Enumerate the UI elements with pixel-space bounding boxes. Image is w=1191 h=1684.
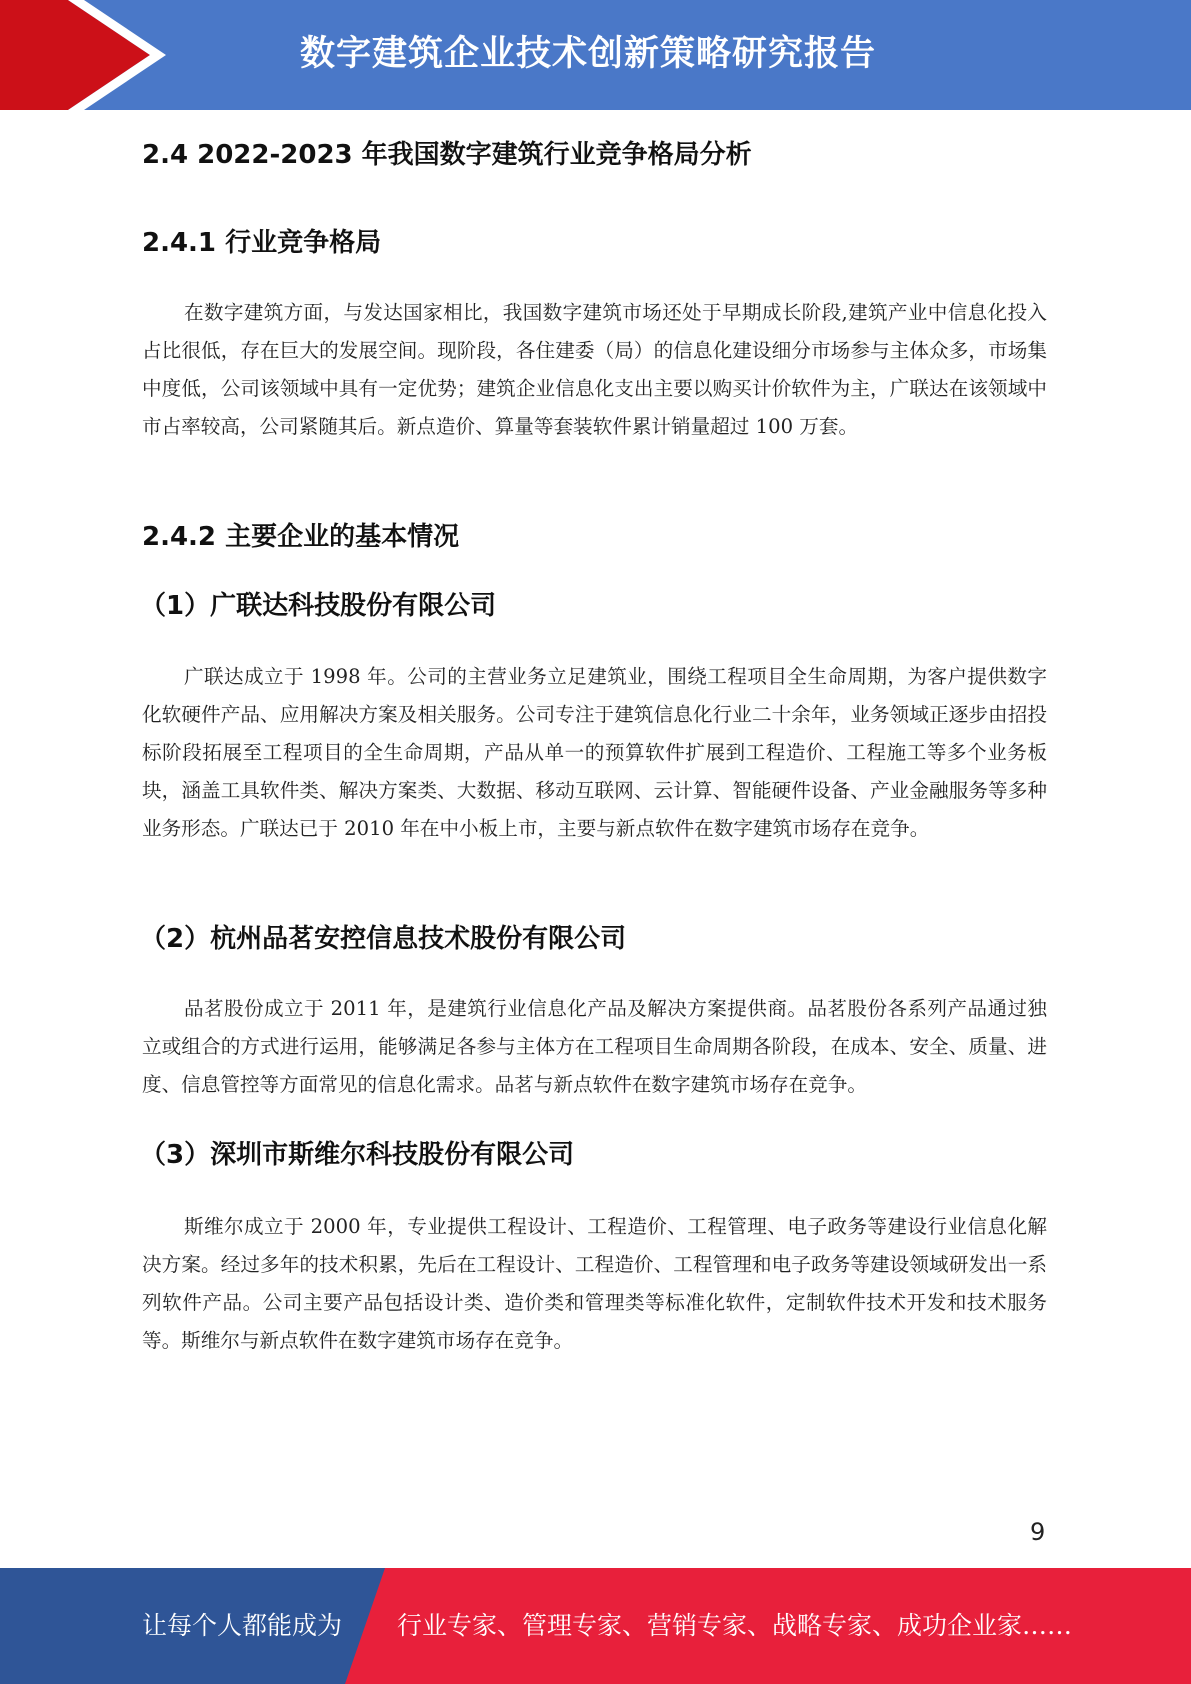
report-title: 数字建筑企业技术创新策略研究报告 (300, 34, 877, 74)
section-heading-2-4: 2.4 2022-2023 年我国数字建筑行业竞争格局分析 (142, 140, 752, 170)
section-heading-2-4-1: 2.4.1 行业竞争格局 (142, 228, 382, 258)
section-heading-2-4-2: 2.4.2 主要企业的基本情况 (142, 522, 460, 552)
company-heading-pinming: （2）杭州品茗安控信息技术股份有限公司 (140, 924, 627, 954)
company-heading-thsware: （3）深圳市斯维尔科技股份有限公司 (140, 1140, 575, 1170)
page-footer (0, 1568, 1191, 1684)
paragraph-glodon: 广联达成立于 1998 年。公司的主营业务立足建筑业，围绕工程项目全生命周期，为客户提供数字化软硬件产品、应用解决方案及相关服务。公司专注于建筑信息化行业二十余年，业务领域正逐步由招投标阶段拓展至工程项目的全生命周期，产品从单一的预算软件扩展到工程造价、工程施工等多个业务板块，涵盖工具软件类、解决方案类、大数据、移动互联网、云计算、智能硬件设备、产业金融服务等多种业务形态。广联达已于 2010 年在中小板上市，主要与新点软件在数字建筑市场存在竞争。 (142, 665, 1047, 840)
paragraph-competition-landscape: 在数字建筑方面，与发达国家相比，我国数字建筑市场还处于早期成长阶段,建筑产业中信息化投入占比很低，存在巨大的发展空间。现阶段，各住建委（局）的信息化建设细分市场参与主体众多，市场集中度低，公司该领域中具有一定优势；建筑企业信息化支出主要以购买计价软件为主，广联达在该领域中市占率较高，公司紧随其后。新点造价、算量等套装软件累计销量超过 100 万套。 (142, 301, 1047, 438)
page-header (0, 0, 1191, 110)
footer-slogan-right: 行业专家、管理专家、营销专家、战略专家、成功企业家…… (397, 1611, 1073, 1640)
footer-slogan-left: 让每个人都能成为 (142, 1611, 343, 1640)
paragraph-thsware: 斯维尔成立于 2000 年，专业提供工程设计、工程造价、工程管理、电子政务等建设行业信息化解决方案。经过多年的技术积累，先后在工程设计、工程造价、工程管理和电子政务等建设领域研发出一系列软件产品。公司主要产品包括设计类、造价类和管理类等标准化软件，定制软件技术开发和技术服务等。斯维尔与新点软件在数字建筑市场存在竞争。 (142, 1215, 1047, 1352)
page-number: 9 (1030, 1518, 1046, 1546)
paragraph-pinming: 品茗股份成立于 2011 年，是建筑行业信息化产品及解决方案提供商。品茗股份各系列产品通过独立或组合的方式进行运用，能够满足各参与主体方在工程项目生命周期各阶段，在成本、安全、质量、进度、信息管控等方面常见的信息化需求。品茗与新点软件在数字建筑市场存在竞争。 (142, 997, 1047, 1096)
company-heading-glodon: （1）广联达科技股份有限公司 (140, 591, 497, 621)
